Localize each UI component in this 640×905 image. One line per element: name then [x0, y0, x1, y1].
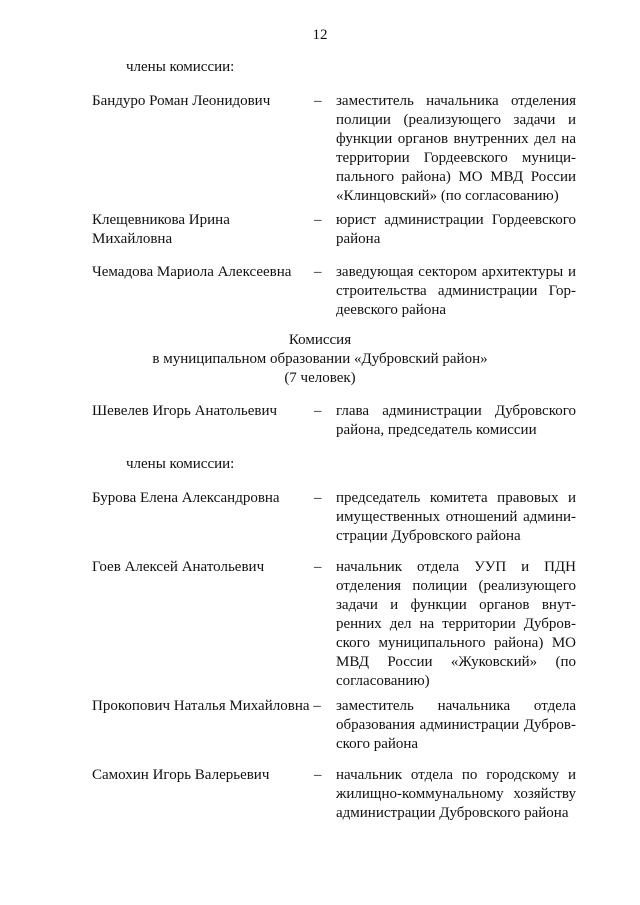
- role-line: ского муниципального района) МО: [336, 635, 576, 651]
- member-name: [92, 558, 264, 577]
- role-line: председатель комитета правовых и: [336, 490, 576, 506]
- member-name-line: Гоев Алексей Анатольевич: [92, 559, 265, 575]
- role-line: деевского района: [336, 302, 447, 318]
- member-role: [336, 558, 576, 691]
- role-line: образования администрации Дубров-: [336, 717, 576, 733]
- role-line: «Клинцовский» (по согласованию): [336, 188, 559, 204]
- member-name-line: Самохин Игорь Валерьевич: [92, 767, 270, 783]
- member-name: [92, 211, 230, 249]
- role-line: ского района: [336, 736, 419, 752]
- role-line: района, председатель комиссии: [336, 422, 537, 438]
- member-role: [336, 263, 576, 320]
- member-role: [336, 92, 576, 206]
- member-name: [92, 766, 269, 785]
- role-line: заместитель начальника отдела: [336, 698, 576, 714]
- member-role: [336, 489, 576, 546]
- members-label: члены комиссии:: [126, 59, 235, 75]
- member-name-line: Михайловна: [92, 231, 173, 247]
- member-name: [92, 489, 280, 508]
- members-label: члены комиссии:: [126, 456, 235, 472]
- role-line: администрации Дубровского района: [336, 805, 569, 821]
- member-role: [336, 211, 576, 249]
- dash: –: [314, 212, 322, 228]
- member-role: [336, 766, 576, 823]
- heading-line: в муниципальном образовании «Дубровский район»: [152, 351, 488, 367]
- heading-line: (7 человек): [284, 370, 356, 386]
- member-name-line: Клещевникова Ирина: [92, 212, 230, 228]
- member-name-line: Шевелев Игорь Анатольевич: [92, 403, 278, 419]
- dash: –: [314, 767, 322, 783]
- member-name: [92, 263, 291, 282]
- role-line: начальник отдела УУП и ПДН: [336, 559, 576, 575]
- page-number: 12: [312, 27, 328, 43]
- role-line: территории Гордеевского муници-: [336, 150, 576, 166]
- role-line: заведующая сектором архитектуры и: [336, 264, 576, 280]
- member-name-line: Бандуро Роман Леонидович: [92, 93, 271, 109]
- role-line: глава администрации Дубровского: [336, 403, 576, 419]
- dash: –: [314, 264, 322, 280]
- role-line: согласованию): [336, 673, 430, 689]
- role-line: отделения полиции (реализующего: [336, 578, 576, 594]
- role-line: строительства администрации Гор-: [336, 283, 576, 299]
- role-line: функции органов внутренних дел на: [336, 131, 576, 147]
- role-line: жилищно-коммунальному хозяйству: [336, 786, 576, 802]
- role-line: задачи и функции органов внут-: [336, 597, 576, 613]
- role-line: страции Дубровского района: [336, 528, 521, 544]
- dash: –: [314, 93, 322, 109]
- member-role: [336, 697, 576, 754]
- chair-name: [92, 402, 277, 421]
- heading-line: Комиссия: [288, 332, 352, 348]
- member-name-line: Бурова Елена Александровна: [92, 490, 280, 506]
- role-line: пального района) МО МВД России: [336, 169, 576, 185]
- member-name-line: Прокопович Наталья Михайловна –: [92, 698, 321, 714]
- role-line: имущественных отношений админи-: [336, 509, 576, 525]
- chair-role: [336, 402, 576, 440]
- dash: –: [314, 403, 322, 419]
- member-name: [92, 92, 270, 111]
- role-line: ренних дел на территории Дубров-: [336, 616, 576, 632]
- role-line: полиции (реализующего задачи и: [336, 112, 576, 128]
- member-name: [92, 697, 321, 716]
- role-line: МВД России «Жуковский» (по: [336, 654, 576, 670]
- dash: –: [314, 490, 322, 506]
- member-name-line: Чемадова Мариола Алексеевна: [92, 264, 292, 280]
- commission-heading: [0, 331, 640, 388]
- role-line: района: [336, 231, 381, 247]
- role-line: юрист администрации Гордеевского: [336, 212, 576, 228]
- role-line: начальник отдела по городскому и: [336, 767, 576, 783]
- dash: –: [314, 559, 322, 575]
- role-line: заместитель начальника отделения: [336, 93, 576, 109]
